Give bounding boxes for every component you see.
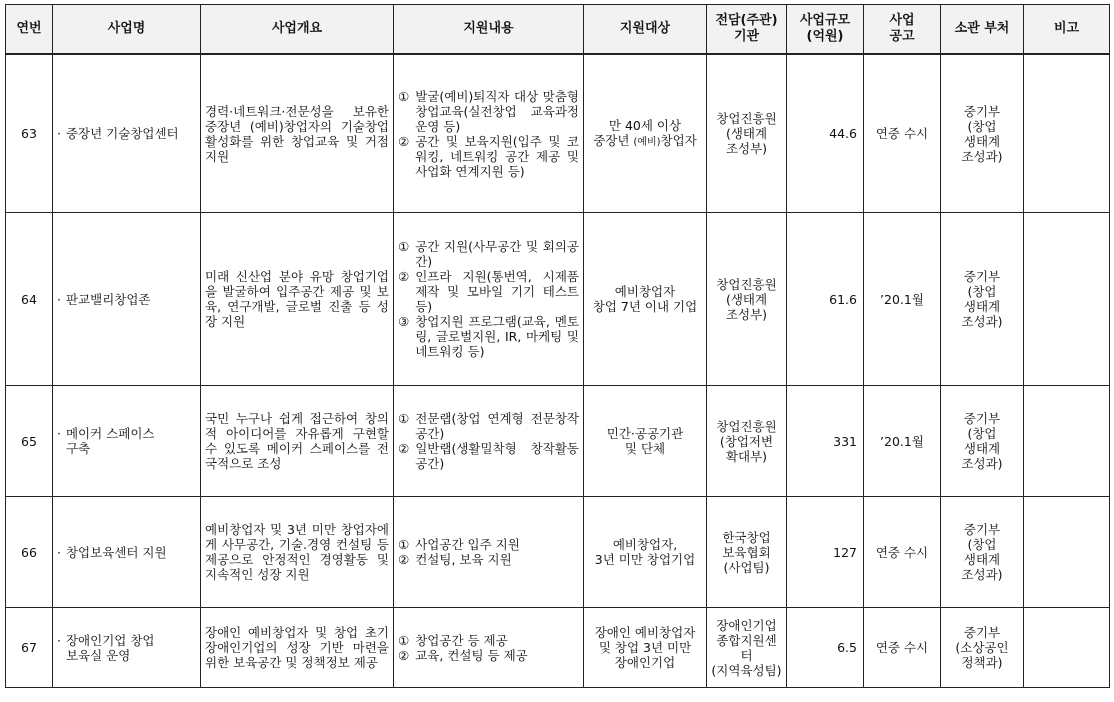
agency-line: 보육협회 xyxy=(722,544,771,560)
target-line2c: 창업자 xyxy=(660,132,697,148)
support-text: 컨설팅, 보육 지원 xyxy=(415,552,512,567)
target-line2: 3년 미만 창업기업 xyxy=(594,552,696,567)
support-item xyxy=(398,134,579,179)
row-notice: 연중 수시 xyxy=(864,54,941,213)
ministry-line: (창업 xyxy=(967,118,997,134)
circled-number: ① xyxy=(398,411,410,426)
table-row xyxy=(6,213,1110,386)
ministry-line: 중기부 xyxy=(963,269,1001,284)
row-no: 67 xyxy=(6,608,53,688)
row-agency xyxy=(707,54,787,213)
program-table xyxy=(5,4,1110,688)
row-support xyxy=(394,608,584,688)
header-budget-line2: (억원) xyxy=(806,29,844,44)
row-budget: 127 xyxy=(787,497,864,608)
row-name-line2: 구축 xyxy=(65,441,91,456)
target-line3: 장애인기업 xyxy=(614,655,676,670)
target-line1: 민간·공공기관 xyxy=(606,426,684,441)
row-budget: 61.6 xyxy=(787,213,864,386)
table-row xyxy=(6,54,1110,213)
agency-line: 확대부) xyxy=(725,448,768,464)
row-note xyxy=(1024,497,1110,608)
ministry-line: (창업 xyxy=(967,426,997,441)
row-note xyxy=(1024,213,1110,386)
row-name xyxy=(53,54,201,213)
header-name: 사업명 xyxy=(53,5,201,55)
row-support xyxy=(394,497,584,608)
header-row xyxy=(6,5,1110,55)
row-summary: 예비창업자 및 3년 미만 창업자에게 사무공간, 기술.경영 컨설팅 등 제공으로 안정적인 경영활동 및 지속적인 성장 지원 xyxy=(201,497,394,608)
ministry-line: (소상공인 xyxy=(955,640,1009,655)
agency-line: 종합지원센터 xyxy=(716,632,777,663)
ministry-line: 생태계 xyxy=(963,133,1001,149)
agency-line: 창업진흥원 xyxy=(716,418,777,434)
row-target xyxy=(584,608,707,688)
ministry-line: 중기부 xyxy=(963,103,1001,119)
row-budget: 44.6 xyxy=(787,54,864,213)
circled-number: ② xyxy=(398,133,410,149)
support-text: 창업공간 등 제공 xyxy=(415,632,508,648)
bullet-dot: · xyxy=(57,632,61,648)
circled-number: ① xyxy=(398,632,410,648)
row-ministry xyxy=(941,386,1024,497)
header-ministry: 소관 부처 xyxy=(941,5,1024,55)
row-support xyxy=(394,386,584,497)
row-name-line2: 보육실 운영 xyxy=(65,647,131,663)
row-no: 66 xyxy=(6,497,53,608)
ministry-line: (창업 xyxy=(967,284,997,299)
agency-line: (사업팀) xyxy=(723,559,770,575)
circled-number: ① xyxy=(398,239,410,254)
agency-line: 장애인기업 xyxy=(716,617,777,633)
ministry-line: 중기부 xyxy=(963,625,1001,640)
header-agency xyxy=(707,5,787,55)
support-text: 전문랩(창업 연계형 전문창작 공간) xyxy=(415,411,579,441)
target-line1: 만 40세 이상 xyxy=(608,117,682,133)
circled-number: ③ xyxy=(398,314,410,329)
support-text: 공간 및 보육지원(입주 및 코워킹, 네트워킹 공간 제공 및 사업화 연계지원 등) xyxy=(415,133,579,179)
agency-line: 조성부) xyxy=(725,141,768,156)
circled-number: ② xyxy=(398,552,410,567)
row-target xyxy=(584,497,707,608)
table-row xyxy=(6,386,1110,497)
bullet-dot: · xyxy=(57,126,61,141)
row-target xyxy=(584,54,707,213)
bullet-dot: · xyxy=(57,544,61,560)
row-note xyxy=(1024,386,1110,497)
support-text: 인프라 지원(통번역, 시제품 제작 및 모바일 기기 테스트 등) xyxy=(415,269,579,314)
header-target: 지원대상 xyxy=(584,5,707,55)
header-notice-line1: 사업 xyxy=(889,13,915,28)
support-text: 일반랩(생활밀착형 창작활동 공간) xyxy=(415,441,579,471)
support-item xyxy=(398,552,579,567)
support-text: 사업공간 입주 지원 xyxy=(415,537,520,552)
row-name-text: 중장년 기술창업센터 xyxy=(65,126,179,141)
bullet-dot: · xyxy=(57,426,61,441)
row-no: 65 xyxy=(6,386,53,497)
support-item xyxy=(398,411,579,441)
header-note: 비고 xyxy=(1024,5,1110,55)
row-budget: 331 xyxy=(787,386,864,497)
ministry-line: 중기부 xyxy=(963,411,1001,426)
header-notice xyxy=(864,5,941,55)
row-target xyxy=(584,386,707,497)
row-support xyxy=(394,54,584,213)
support-item xyxy=(398,314,579,359)
table-row xyxy=(6,608,1110,688)
row-support xyxy=(394,213,584,386)
target-line2a: 중장년 xyxy=(593,132,634,148)
agency-line: 조성부) xyxy=(725,306,768,322)
support-text: 교육, 컨설팅 등 제공 xyxy=(415,647,528,663)
ministry-line: 조성과) xyxy=(961,314,1003,329)
row-summary: 경력·네트워크·전문성을 보유한 중장년 (예비)창업자의 기술창업활성화를 위한 창업교육 및 거점지원 xyxy=(201,54,394,213)
row-name xyxy=(53,386,201,497)
row-notice: ’20.1월 xyxy=(864,213,941,386)
row-name-line1: 메이커 스페이스 xyxy=(65,426,155,441)
support-item xyxy=(398,239,579,269)
target-line2: 및 창업 3년 미만 xyxy=(598,640,692,655)
row-ministry xyxy=(941,54,1024,213)
row-summary: 미래 신산업 분야 유망 창업기업을 발굴하여 입주공간 제공 및 보육, 연구개발, 글로벌 진출 등 성장 지원 xyxy=(201,213,394,386)
header-budget-line1: 사업규모 xyxy=(799,13,851,28)
ministry-line: 조성과) xyxy=(961,456,1003,471)
ministry-line: (창업 xyxy=(967,537,997,552)
agency-line: 창업진흥원 xyxy=(716,276,777,292)
support-item xyxy=(398,441,579,471)
row-ministry xyxy=(941,608,1024,688)
row-budget: 6.5 xyxy=(787,608,864,688)
row-name-text: 판교밸리창업존 xyxy=(65,291,151,307)
ministry-line: 생태계 xyxy=(963,552,1001,567)
row-no: 64 xyxy=(6,213,53,386)
bullet-dot: · xyxy=(57,291,61,307)
support-item xyxy=(398,89,579,134)
circled-number: ② xyxy=(398,441,410,456)
header-notice-line2: 공고 xyxy=(889,29,915,44)
agency-line: (창업저변 xyxy=(719,433,774,449)
row-notice: 연중 수시 xyxy=(864,497,941,608)
support-text: 창업지원 프로그램(교육, 멘토링, 글로벌지원, IR, 마케팅 및 네트워킹 등) xyxy=(415,314,579,359)
row-target xyxy=(584,213,707,386)
row-name xyxy=(53,213,201,386)
row-summary: 장애인 예비창업자 및 창업 초기 장애인기업의 성장 기반 마련을 위한 보육공간 및 정책정보 제공 xyxy=(201,608,394,688)
support-item xyxy=(398,633,579,648)
header-agency-line2: 기관 xyxy=(733,29,760,44)
row-agency xyxy=(707,213,787,386)
row-note xyxy=(1024,54,1110,213)
row-agency xyxy=(707,386,787,497)
agency-line: (지역육성팀) xyxy=(711,662,782,678)
row-agency xyxy=(707,497,787,608)
ministry-line: 중기부 xyxy=(963,522,1001,537)
program-table-container xyxy=(5,4,1109,688)
target-line2: 및 단체 xyxy=(624,441,666,456)
target-line1: 예비창업자 xyxy=(614,284,676,299)
target-line1: 장애인 예비창업자 xyxy=(594,625,696,640)
row-ministry xyxy=(941,497,1024,608)
row-name-text xyxy=(66,426,155,456)
row-name xyxy=(53,497,201,608)
circled-number: ① xyxy=(398,88,410,104)
ministry-line: 정책과) xyxy=(961,655,1003,670)
header-summary: 사업개요 xyxy=(201,5,394,55)
target-line1: 예비창업자, xyxy=(612,537,678,552)
header-budget xyxy=(787,5,864,55)
row-name-text xyxy=(66,633,155,663)
row-name-line1: 장애인기업 창업 xyxy=(65,632,155,648)
row-notice: 연중 수시 xyxy=(864,608,941,688)
target-line2b: (예비) xyxy=(633,136,661,148)
support-text: 공간 지원(사무공간 및 회의공간) xyxy=(415,239,579,269)
ministry-line: 생태계 xyxy=(963,299,1001,314)
row-note xyxy=(1024,608,1110,688)
row-ministry xyxy=(941,213,1024,386)
row-summary: 국민 누구나 쉽게 접근하여 창의적 아이디어를 자유롭게 구현할 수 있도록 메이커 스페이스를 전국적으로 조성 xyxy=(201,386,394,497)
support-text: 발굴(예비)퇴직자 대상 맞춤형 창업교육(실전창업 교육과정 운영 등) xyxy=(415,88,579,134)
table-row xyxy=(6,497,1110,608)
agency-line: 창업진흥원 xyxy=(716,111,777,126)
row-notice: ’20.1월 xyxy=(864,386,941,497)
support-item xyxy=(398,269,579,314)
row-no: 63 xyxy=(6,54,53,213)
circled-number: ① xyxy=(398,537,410,552)
agency-line: (생태계 xyxy=(725,126,768,141)
row-name xyxy=(53,608,201,688)
agency-line: (생태계 xyxy=(725,291,768,307)
row-name-text: 창업보육센터 지원 xyxy=(65,544,167,560)
circled-number: ② xyxy=(398,269,410,284)
header-agency-line1: 전담(주관) xyxy=(715,13,778,28)
header-no: 연번 xyxy=(6,5,53,55)
support-item xyxy=(398,537,579,552)
agency-line: 한국창업 xyxy=(722,529,771,545)
ministry-line: 조성과) xyxy=(961,567,1003,582)
ministry-line: 생태계 xyxy=(963,441,1001,456)
support-item xyxy=(398,648,579,663)
circled-number: ② xyxy=(398,647,410,663)
header-support: 지원내용 xyxy=(394,5,584,55)
ministry-line: 조성과) xyxy=(961,148,1003,164)
row-agency xyxy=(707,608,787,688)
target-line2: 창업 7년 이내 기업 xyxy=(592,299,698,314)
